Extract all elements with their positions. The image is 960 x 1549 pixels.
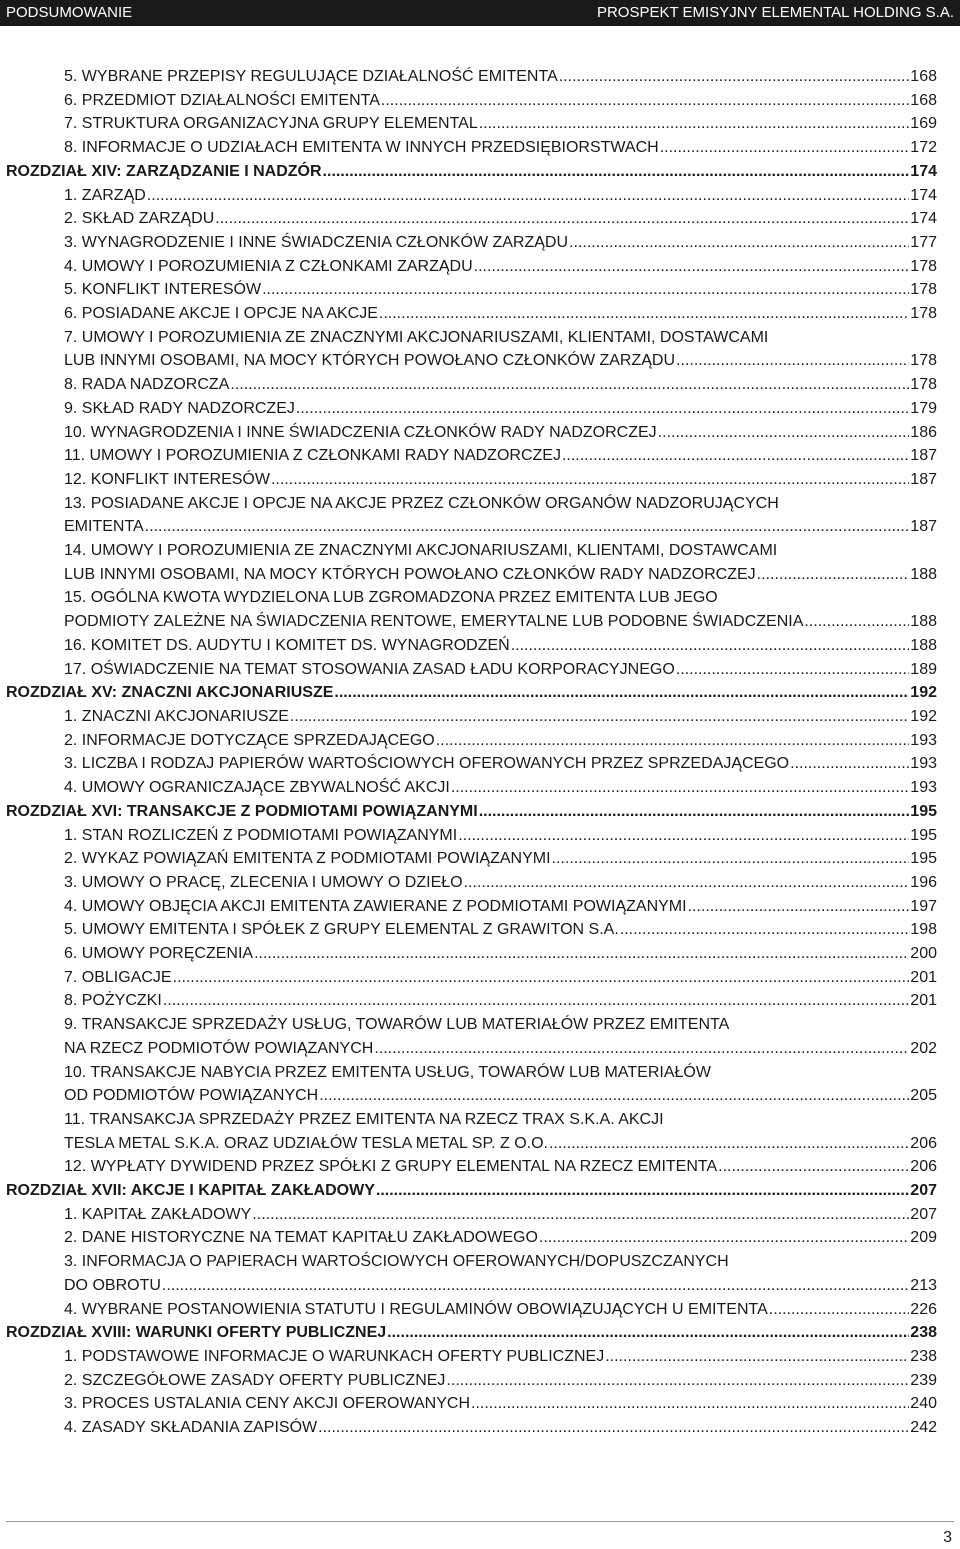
toc-entry-title: ROZDZIAŁ XVI: TRANSAKCJE Z PODMIOTAMI POWIĄZANYMI [6, 802, 478, 820]
dot-leader [658, 421, 910, 445]
toc-entry-title: ROZDZIAŁ XVIII: WARUNKI OFERTY PUBLICZNEJ [6, 1324, 387, 1342]
dot-leader [381, 89, 909, 113]
toc-page-number: 193 [910, 755, 937, 773]
toc-entry-title: 2. SKŁAD ZARZĄDU [64, 210, 215, 228]
toc-section-entry[interactable] [0, 89, 960, 113]
toc-page-number: 195 [910, 850, 937, 868]
toc-page-number: 206 [910, 1134, 937, 1152]
toc-page-number: 187 [910, 518, 937, 536]
toc-page-number: 187 [910, 470, 937, 488]
toc-page-number: 207 [910, 1182, 937, 1200]
toc-page-number: 178 [910, 305, 937, 323]
toc-section-entry[interactable] [0, 397, 960, 421]
toc-section-entry[interactable] [0, 1226, 960, 1250]
dot-leader [605, 1345, 909, 1369]
toc-entry-title: 3. PROCES USTALANIA CENY AKCJI OFEROWANYCH [64, 1395, 471, 1413]
toc-entry-title: 8. POŻYCZKI [64, 992, 162, 1010]
dot-leader [549, 1132, 909, 1156]
toc-section-entry[interactable] [0, 1061, 960, 1108]
toc-section-entry[interactable] [0, 1013, 960, 1060]
dot-leader [215, 207, 909, 231]
toc-page-number: 178 [910, 376, 937, 394]
toc-section-entry[interactable] [0, 942, 960, 966]
toc-entry-title: OD PODMIOTÓW POWIĄZANYCH [64, 1087, 319, 1105]
toc-entry-title: 1. ZNACZNI AKCJONARIUSZE [64, 707, 289, 725]
toc-chapter-entry[interactable] [0, 681, 960, 705]
dot-leader [147, 184, 910, 208]
dot-leader [474, 255, 910, 279]
toc-page-number: 177 [910, 233, 937, 251]
toc-section-entry[interactable] [0, 1250, 960, 1297]
dot-leader [446, 1369, 909, 1393]
toc-section-entry[interactable] [0, 184, 960, 208]
toc-page-number: 242 [910, 1419, 937, 1437]
toc-entry-title: LUB INNYMI OSOBAMI, NA MOCY KTÓRYCH POWOŁANO CZŁONKÓW RADY NADZORCZEJ [64, 565, 756, 583]
dot-leader [319, 1084, 909, 1108]
dot-leader [173, 966, 910, 990]
dot-leader [511, 634, 910, 658]
toc-entry-title: 11. TRANSAKCJA SPRZEDAŻY PRZEZ EMITENTA NA RZECZ TRAX S.K.A. AKCJI [64, 1110, 664, 1128]
dot-leader [387, 1321, 909, 1345]
dot-leader [162, 1274, 909, 1298]
toc-entry-title: 1. ZARZĄD [64, 186, 146, 204]
toc-page-number: 178 [910, 352, 937, 370]
toc-section-entry[interactable] [0, 634, 960, 658]
toc-entry-title: 3. UMOWY O PRACĘ, ZLECENIA I UMOWY O DZIEŁO [64, 873, 463, 891]
toc-entry-title: 6. POSIADANE AKCJE I OPCJE NA AKCJE [64, 305, 378, 323]
toc-section-entry[interactable] [0, 444, 960, 468]
toc-entry-title: 4. ZASADY SKŁADANIA ZAPISÓW [64, 1419, 318, 1437]
toc-page-number: 168 [910, 68, 937, 85]
toc-section-entry[interactable] [0, 1416, 960, 1440]
dot-leader [757, 563, 910, 587]
toc-page-number: 187 [910, 447, 937, 465]
toc-entry-title: 2. SZCZEGÓŁOWE ZASADY OFERTY PUBLICZNEJ [64, 1371, 446, 1389]
toc-entry-title: 5. WYBRANE PRZEPISY REGULUJĄCE DZIAŁALNOŚĆ EMITENTA [64, 68, 558, 85]
dot-leader [471, 1392, 909, 1416]
toc-entry-title: 3. WYNAGRODZENIE I INNE ŚWIADCZENIA CZŁONKÓW ZARZĄDU [64, 233, 569, 251]
toc-section-entry[interactable] [0, 302, 960, 326]
toc-page-number: 198 [910, 921, 937, 939]
toc-section-entry[interactable] [0, 966, 960, 990]
toc-section-entry[interactable] [0, 918, 960, 942]
toc-page-number: 196 [910, 873, 937, 891]
toc-entry-title: 7. STRUKTURA ORGANIZACYJNA GRUPY ELEMENTAL [64, 115, 478, 133]
footer-divider [6, 1521, 954, 1522]
page-number: 3 [943, 1529, 952, 1546]
toc-page-number: 193 [910, 779, 937, 797]
toc-entry-title: 6. PRZEDMIOT DZIAŁALNOŚCI EMITENTA [64, 91, 380, 109]
dot-leader [374, 1037, 909, 1061]
toc-entry-title: EMITENTA [64, 518, 144, 536]
dot-leader [569, 231, 909, 255]
toc-entry-title: 14. UMOWY I POROZUMIENIA ZE ZNACZNYMI AKCJONARIUSZAMI, KLIENTAMI, DOSTAWCAMI [64, 542, 778, 560]
toc-page-number: 188 [910, 636, 937, 654]
toc-section-entry[interactable] [0, 705, 960, 729]
toc-page-number: 226 [910, 1300, 937, 1318]
toc-section-entry[interactable] [0, 871, 960, 895]
toc-page-number: 239 [910, 1371, 937, 1389]
dot-leader [230, 373, 909, 397]
toc-entry-title: 2. INFORMACJE DOTYCZĄCE SPRZEDAJĄCEGO [64, 731, 435, 749]
toc-page-number: 192 [910, 684, 937, 702]
toc-page-number: 174 [910, 186, 937, 204]
toc-page-number: 178 [910, 257, 937, 275]
dot-leader [676, 658, 910, 682]
toc-page-number: 174 [910, 210, 937, 228]
toc-entry-title: 4. WYBRANE POSTANOWIENIA STATUTU I REGULAMINÓW OBOWIĄZUJĄCYCH U EMITENTA [64, 1300, 768, 1318]
toc-entry-title: 3. INFORMACJA O PAPIERACH WARTOŚCIOWYCH OFEROWANYCH/DOPUSZCZANYCH [64, 1253, 729, 1271]
toc-page-number: 192 [910, 707, 937, 725]
toc-page-number: 188 [910, 613, 937, 631]
toc-entry-title: 7. OBLIGACJE [64, 968, 172, 986]
dot-leader [458, 824, 909, 848]
toc-section-entry[interactable] [0, 1108, 960, 1155]
toc-page-number: 238 [910, 1347, 937, 1365]
dot-leader [318, 1416, 909, 1440]
dot-leader [376, 1179, 909, 1203]
toc-entry-title: 2. WYKAZ POWIĄZAŃ EMITENTA Z PODMIOTAMI POWIĄZANYMI [64, 850, 551, 868]
toc-entry-title: 15. OGÓLNA KWOTA WYDZIELONA LUB ZGROMADZONA PRZEZ EMITENTA LUB JEGO [64, 589, 718, 607]
toc-entry-title: TESLA METAL S.K.A. ORAZ UDZIAŁÓW TESLA METAL SP. Z O.O. [64, 1134, 548, 1152]
toc-page-number: 172 [910, 139, 937, 157]
toc-entry-title: 17. OŚWIADCZENIE NA TEMAT STOSOWANIA ZASAD ŁADU KORPORACYJNEGO [64, 660, 675, 678]
toc-entry-title: 10. WYNAGRODZENIA I INNE ŚWIADCZENIA CZŁONKÓW RADY NADZORCZEJ [64, 423, 657, 441]
toc-section-entry[interactable] [0, 231, 960, 255]
toc-chapter-entry[interactable] [0, 800, 960, 824]
toc-entry-title: LUB INNYMI OSOBAMI, NA MOCY KTÓRYCH POWOŁANO CZŁONKÓW ZARZĄDU [64, 352, 676, 370]
toc-section-entry[interactable] [0, 776, 960, 800]
toc-page-number: 207 [910, 1205, 937, 1223]
toc-section-entry[interactable] [0, 586, 960, 633]
toc-entry-title: 12. WYPŁATY DYWIDEND PRZEZ SPÓŁKI Z GRUPY ELEMENTAL NA RZECZ EMITENTA [64, 1158, 718, 1176]
toc-entry-title: 8. RADA NADZORCZA [64, 376, 230, 394]
toc-section-entry[interactable] [0, 1203, 960, 1227]
toc-section-entry[interactable] [0, 136, 960, 160]
toc-page-number: 179 [910, 399, 937, 417]
toc-section-entry[interactable] [0, 1298, 960, 1322]
dot-leader [252, 1203, 909, 1227]
toc-entry-title: 4. UMOWY OBJĘCIA AKCJI EMITENTA ZAWIERANE Z PODMIOTAMI POWIĄZANYMI [64, 897, 687, 915]
toc-entry-title: 13. POSIADANE AKCJE I OPCJE NA AKCJE PRZEZ CZŁONKÓW ORGANÓW NADZORUJĄCYCH [64, 494, 779, 512]
dot-leader [479, 800, 910, 824]
toc-section-entry[interactable] [0, 421, 960, 445]
toc-page-number: 169 [910, 115, 937, 133]
toc-entry-title: 4. UMOWY OGRANICZAJĄCE ZBYWALNOŚĆ AKCJI [64, 779, 450, 797]
toc-section-entry[interactable] [0, 824, 960, 848]
toc-page-number: 195 [910, 826, 937, 844]
dot-leader [620, 918, 910, 942]
running-header [0, 0, 960, 26]
toc-entry-title: 11. UMOWY I POROZUMIENIA Z CZŁONKAMI RADY NADZORCZEJ [64, 447, 561, 465]
toc-section-entry[interactable] [0, 729, 960, 753]
dot-leader [379, 302, 909, 326]
toc-section-entry[interactable] [0, 278, 960, 302]
toc-entry-title: NA RZECZ PODMIOTÓW POWIĄZANYCH [64, 1039, 374, 1057]
toc-entry-title: DO OBROTU [64, 1276, 161, 1294]
toc-entry-title: ROZDZIAŁ XVII: AKCJE I KAPITAŁ ZAKŁADOWY [6, 1182, 375, 1200]
toc-page-number: 193 [910, 731, 937, 749]
dot-leader [334, 681, 909, 705]
toc-page-number: 188 [910, 565, 937, 583]
dot-leader [451, 776, 909, 800]
dot-leader [290, 705, 909, 729]
dot-leader [145, 515, 910, 539]
toc-chapter-entry[interactable] [0, 1179, 960, 1203]
toc-entry-title: PODMIOTY ZALEŻNE NA ŚWIADCZENIA RENTOWE, EMERYTALNE LUB PODOBNE ŚWIADCZENIA [64, 613, 804, 631]
toc-section-entry[interactable] [0, 326, 960, 373]
dot-leader [254, 942, 909, 966]
toc-entry-title: 5. UMOWY EMITENTA I SPÓŁEK Z GRUPY ELEMENTAL Z GRAWITON S.A. [64, 921, 619, 939]
toc-entry-title: 1. PODSTAWOWE INFORMACJE O WARUNKACH OFERTY PUBLICZNEJ [64, 1347, 605, 1365]
toc-entry-title: 9. SKŁAD RADY NADZORCZEJ [64, 399, 295, 417]
dot-leader [271, 468, 909, 492]
dot-leader [559, 65, 910, 89]
dot-leader [464, 871, 910, 895]
toc-section-entry[interactable] [0, 1345, 960, 1369]
toc-entry-title: 16. KOMITET DS. AUDYTU I KOMITET DS. WYNAGRODZEŃ [64, 636, 510, 654]
dot-leader [479, 112, 910, 136]
toc-page-number: 174 [910, 162, 937, 180]
table-of-contents [0, 65, 960, 1440]
dot-leader [688, 895, 910, 919]
dot-leader [262, 278, 909, 302]
toc-entry-title: 4. UMOWY I POROZUMIENIA Z CZŁONKAMI ZARZĄDU [64, 257, 473, 275]
toc-entry-title: ROZDZIAŁ XIV: ZARZĄDZANIE I NADZÓR [6, 162, 322, 180]
dot-leader [769, 1298, 910, 1322]
toc-entry-title: 5. KONFLIKT INTERESÓW [64, 281, 262, 299]
toc-page-number: 201 [910, 968, 937, 986]
toc-page-number: 197 [910, 897, 937, 915]
toc-section-entry[interactable] [0, 112, 960, 136]
toc-section-entry[interactable] [0, 65, 960, 89]
dot-leader [552, 847, 910, 871]
dot-leader [436, 729, 910, 753]
toc-page-number: 240 [910, 1395, 937, 1413]
toc-page-number: 206 [910, 1158, 937, 1176]
toc-section-entry[interactable] [0, 492, 960, 539]
toc-section-entry[interactable] [0, 658, 960, 682]
toc-section-entry[interactable] [0, 1155, 960, 1179]
dot-leader [562, 444, 909, 468]
toc-page-number: 178 [910, 281, 937, 299]
header-section-title: PODSUMOWANIE [6, 4, 133, 21]
toc-entry-title: 1. KAPITAŁ ZAKŁADOWY [64, 1205, 252, 1223]
toc-section-entry[interactable] [0, 373, 960, 397]
toc-entry-title: ROZDZIAŁ XV: ZNACZNI AKCJONARIUSZE [6, 684, 334, 702]
toc-entry-title: 2. DANE HISTORYCZNE NA TEMAT KAPITAŁU ZAKŁADOWEGO [64, 1229, 538, 1247]
toc-page-number: 238 [910, 1324, 937, 1342]
toc-section-entry[interactable] [0, 255, 960, 279]
dot-leader [676, 349, 909, 373]
toc-section-entry[interactable] [0, 207, 960, 231]
toc-entry-title: 7. UMOWY I POROZUMIENIA ZE ZNACZNYMI AKCJONARIUSZAMI, KLIENTAMI, DOSTAWCAMI [64, 328, 769, 346]
toc-section-entry[interactable] [0, 1392, 960, 1416]
toc-page-number: 186 [910, 423, 937, 441]
dot-leader [718, 1155, 909, 1179]
dot-leader [790, 752, 909, 776]
dot-leader [804, 610, 909, 634]
toc-page-number: 189 [910, 660, 937, 678]
toc-chapter-entry[interactable] [0, 160, 960, 184]
toc-entry-title: 6. UMOWY PORĘCZENIA [64, 945, 254, 963]
toc-entry-title: 9. TRANSAKCJE SPRZEDAŻY USŁUG, TOWARÓW LUB MATERIAŁÓW PRZEZ EMITENTA [64, 1016, 730, 1034]
dot-leader [539, 1226, 909, 1250]
toc-page-number: 205 [910, 1087, 937, 1105]
toc-entry-title: 12. KONFLIKT INTERESÓW [64, 470, 270, 488]
dot-leader [323, 160, 910, 184]
dot-leader [163, 989, 910, 1013]
toc-section-entry[interactable] [0, 895, 960, 919]
dot-leader [296, 397, 909, 421]
toc-page-number: 201 [910, 992, 937, 1010]
toc-entry-title: 8. INFORMACJE O UDZIAŁACH EMITENTA W INNYCH PRZEDSIĘBIORSTWACH [64, 139, 659, 157]
toc-section-entry[interactable] [0, 847, 960, 871]
toc-section-entry[interactable] [0, 989, 960, 1013]
header-document-title: PROSPEKT EMISYJNY ELEMENTAL HOLDING S.A. [596, 4, 954, 21]
toc-page-number: 209 [910, 1229, 937, 1247]
toc-entry-title: 10. TRANSAKCJE NABYCIA PRZEZ EMITENTA USŁUG, TOWARÓW LUB MATERIAŁÓW [64, 1063, 711, 1081]
dot-leader [660, 136, 910, 160]
toc-entry-title: 1. STAN ROZLICZEŃ Z PODMIOTAMI POWIĄZANYMI [64, 826, 458, 844]
toc-page-number: 168 [910, 91, 937, 109]
toc-page-number: 213 [910, 1276, 937, 1294]
toc-section-entry[interactable] [0, 468, 960, 492]
toc-page-number: 195 [910, 802, 937, 820]
toc-entry-title: 3. LICZBA I RODZAJ PAPIERÓW WARTOŚCIOWYCH OFEROWANYCH PRZEZ SPRZEDAJĄCEGO [64, 755, 790, 773]
toc-page-number: 200 [910, 945, 937, 963]
toc-section-entry[interactable] [0, 539, 960, 586]
toc-section-entry[interactable] [0, 752, 960, 776]
toc-page-number: 202 [910, 1039, 937, 1057]
toc-chapter-entry[interactable] [0, 1321, 960, 1345]
toc-section-entry[interactable] [0, 1369, 960, 1393]
